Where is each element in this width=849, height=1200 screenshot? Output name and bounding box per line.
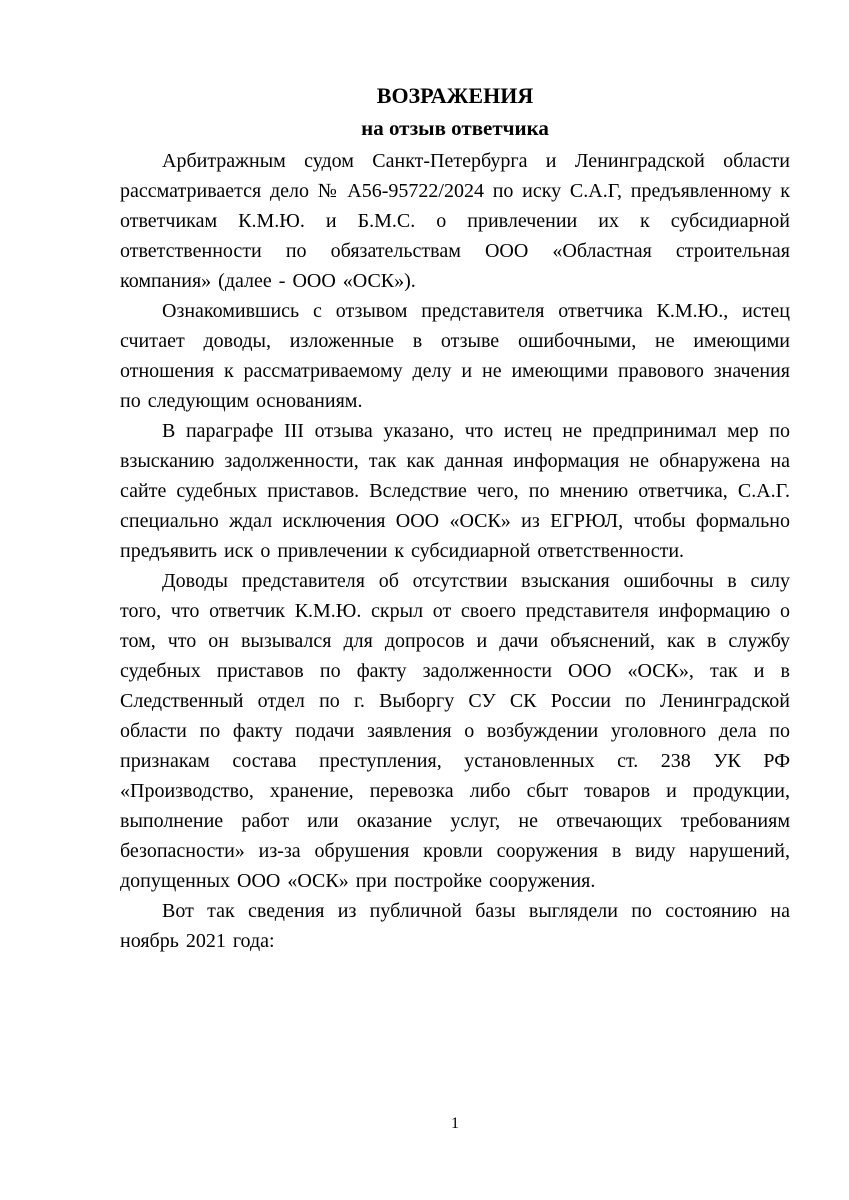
document-body xyxy=(120,146,790,956)
paragraph-2: Ознакомившись с отзывом представителя ответчика К.М.Ю., истец считает доводы, изложенные в отзыве ошибочными, не имеющими отношения к рассматриваемому делу и не имеющими правового значения по следующим основаниям. xyxy=(120,300,790,412)
document-subtitle: на отзыв ответчика xyxy=(361,116,549,140)
page-number: 1 xyxy=(451,1115,459,1132)
document-title: ВОЗРАЖЕНИЯ xyxy=(376,83,534,108)
paragraph-5: Вот так сведения из публичной базы выглядели по состоянию на ноябрь 2021 года: xyxy=(120,900,790,952)
paragraph-4: Доводы представителя об отсутствии взыскания ошибочны в силу того, что ответчик К.М.Ю. скрыл от своего представителя информацию о том, что он вызывался для допросов и дачи объяснений, как в службу судебных приставов по факту задолженности ООО «ОСК», так и в Следственный отдел по г. Выборгу СУ СК России по Ленинградской области по факту подачи заявления о возбуждении уголовного дела по признакам состава преступления, установленных ст. 238 УК РФ «Производство, хранение, перевозка либо сбыт товаров и продукции, выполнение работ или оказание услуг, не отвечающих требованиям безопасности» из-за обрушения кровли сооружения в виду нарушений, допущенных ООО «ОСК» при постройке сооружения. xyxy=(120,570,790,892)
paragraph-1: Арбитражным судом Санкт-Петербурга и Ленинградской области рассматривается дело № А56-95722/2024 по иску С.А.Г, предъявленному к ответчикам К.М.Ю. и Б.М.С. о привлечении их к субсидиарной ответственности по обязательствам ООО «Областная строительная компания» (далее - ООО «ОСК»). xyxy=(120,150,790,292)
paragraph-3: В параграфе III отзыва указано, что истец не предпринимал мер по взысканию задолженности, так как данная информация не обнаружена на сайте судебных приставов. Вследствие чего, по мнению ответчика, С.А.Г. специально ждал исключения ООО «ОСК» из ЕГРЮЛ, чтобы формально предъявить иск о привлечении к субсидиарной ответственности. xyxy=(120,420,790,562)
